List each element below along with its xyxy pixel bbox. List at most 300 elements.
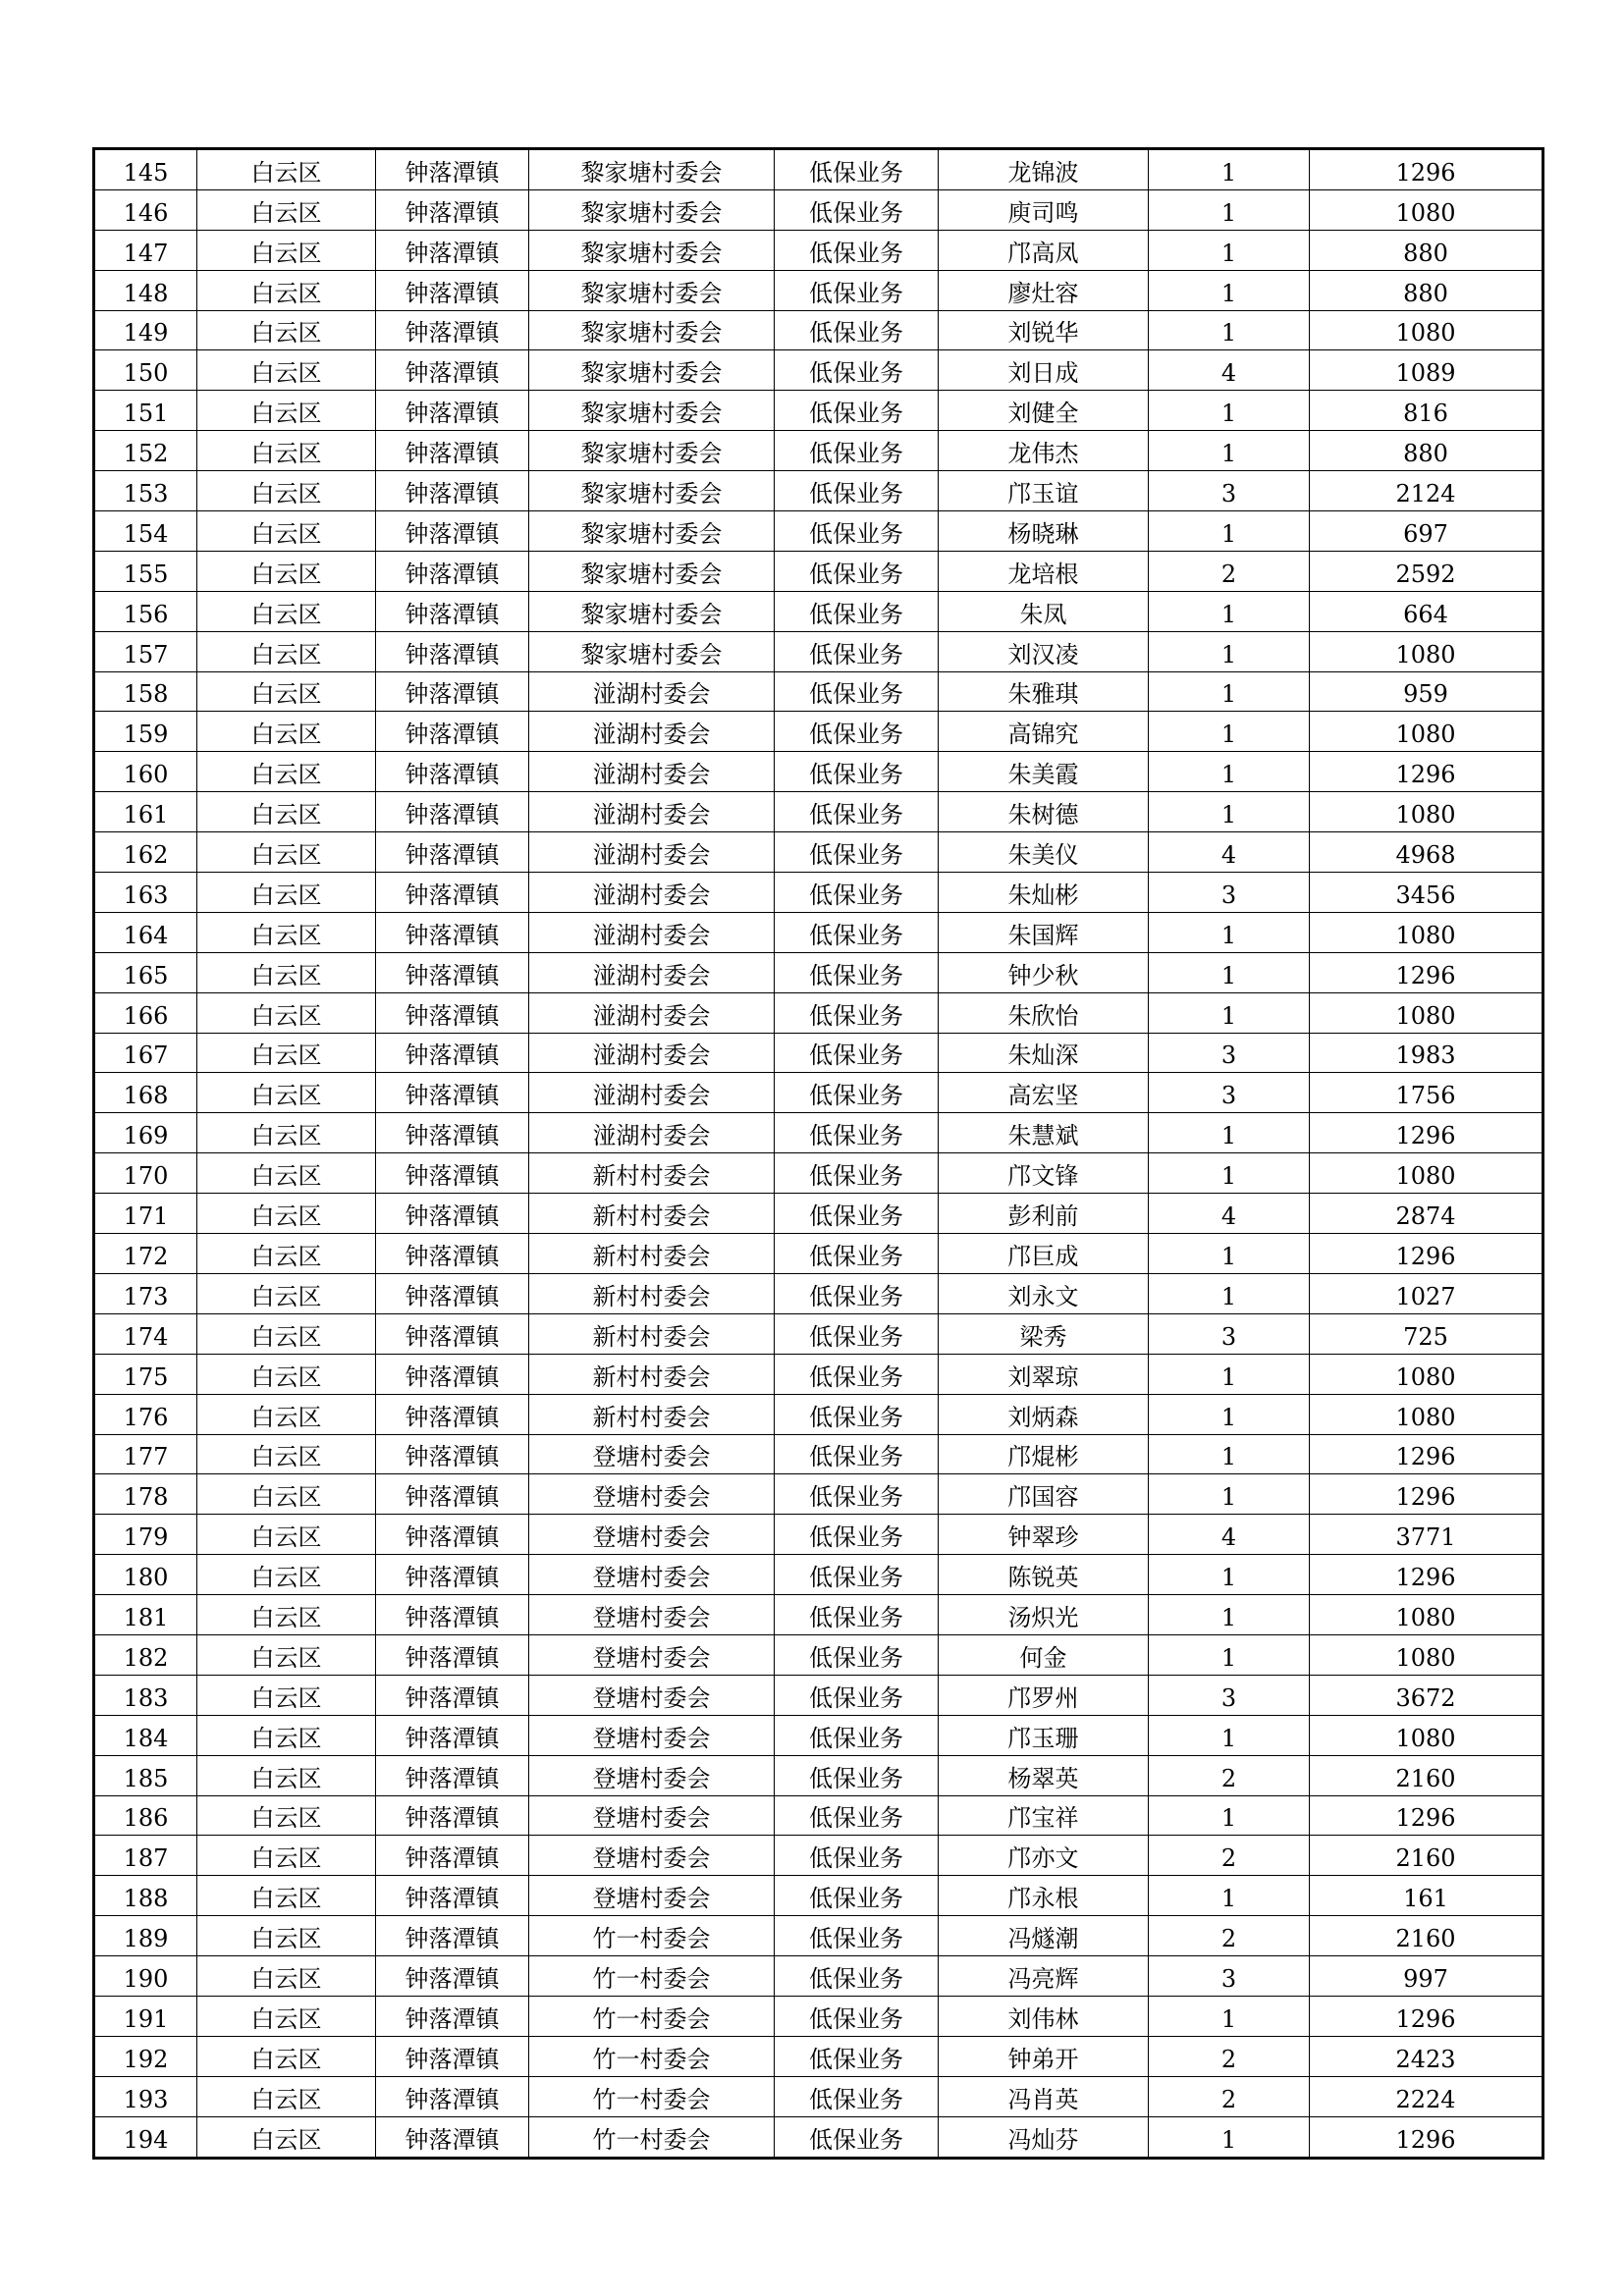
- table-row: [94, 1595, 1543, 1635]
- recipient-name-cell: 刘永文: [939, 1273, 1149, 1313]
- town-cell: 钟落潭镇: [376, 1194, 529, 1234]
- town-cell: 钟落潭镇: [376, 671, 529, 712]
- business-type-cell: 低保业务: [775, 1394, 939, 1434]
- recipient-name-cell: 朱欣怡: [939, 992, 1149, 1033]
- recipient-name-cell: 杨晓琳: [939, 511, 1149, 552]
- household-size-cell: 1: [1149, 1394, 1310, 1434]
- row-number-cell: 150: [94, 350, 197, 391]
- row-number-cell: 173: [94, 1273, 197, 1313]
- village-committee-cell: 湴湖村委会: [529, 752, 775, 792]
- town-cell: 钟落潭镇: [376, 551, 529, 591]
- business-type-cell: 低保业务: [775, 1194, 939, 1234]
- table-row: [94, 431, 1543, 471]
- recipient-name-cell: 邝高凤: [939, 230, 1149, 270]
- town-cell: 钟落潭镇: [376, 1876, 529, 1916]
- household-size-cell: 1: [1149, 230, 1310, 270]
- amount-cell: 1080: [1310, 792, 1543, 832]
- household-size-cell: 1: [1149, 1434, 1310, 1474]
- amount-cell: 1756: [1310, 1073, 1543, 1113]
- table-row: [94, 1876, 1543, 1916]
- town-cell: 钟落潭镇: [376, 1755, 529, 1795]
- town-cell: 钟落潭镇: [376, 1434, 529, 1474]
- recipient-name-cell: 刘日成: [939, 350, 1149, 391]
- district-cell: 白云区: [197, 792, 376, 832]
- household-size-cell: 1: [1149, 631, 1310, 671]
- village-committee-cell: 竹一村委会: [529, 1996, 775, 2036]
- recipient-name-cell: 彭利前: [939, 1194, 1149, 1234]
- table-row: [94, 1234, 1543, 1274]
- roster-table-body: [94, 149, 1543, 2159]
- village-committee-cell: 黎家塘村委会: [529, 431, 775, 471]
- amount-cell: 1296: [1310, 1434, 1543, 1474]
- household-size-cell: 1: [1149, 952, 1310, 992]
- town-cell: 钟落潭镇: [376, 1515, 529, 1555]
- recipient-name-cell: 龙锦波: [939, 149, 1149, 190]
- table-row: [94, 511, 1543, 552]
- recipient-name-cell: 朱美霞: [939, 752, 1149, 792]
- table-row: [94, 591, 1543, 631]
- district-cell: 白云区: [197, 350, 376, 391]
- amount-cell: 1296: [1310, 2116, 1543, 2158]
- amount-cell: 2160: [1310, 1836, 1543, 1876]
- amount-cell: 880: [1310, 230, 1543, 270]
- business-type-cell: 低保业务: [775, 591, 939, 631]
- business-type-cell: 低保业务: [775, 2116, 939, 2158]
- table-row: [94, 1916, 1543, 1956]
- row-number-cell: 167: [94, 1033, 197, 1073]
- village-committee-cell: 竹一村委会: [529, 2076, 775, 2116]
- recipient-name-cell: 刘汉凌: [939, 631, 1149, 671]
- table-row: [94, 1113, 1543, 1153]
- recipient-name-cell: 汤炽光: [939, 1595, 1149, 1635]
- amount-cell: 2874: [1310, 1194, 1543, 1234]
- business-type-cell: 低保业务: [775, 1033, 939, 1073]
- table-row: [94, 391, 1543, 431]
- district-cell: 白云区: [197, 1876, 376, 1916]
- village-committee-cell: 黎家塘村委会: [529, 551, 775, 591]
- household-size-cell: 1: [1149, 992, 1310, 1033]
- district-cell: 白云区: [197, 1595, 376, 1635]
- household-size-cell: 3: [1149, 1073, 1310, 1113]
- village-committee-cell: 湴湖村委会: [529, 792, 775, 832]
- town-cell: 钟落潭镇: [376, 2076, 529, 2116]
- village-committee-cell: 新村村委会: [529, 1153, 775, 1194]
- village-committee-cell: 登塘村委会: [529, 1675, 775, 1715]
- amount-cell: 816: [1310, 391, 1543, 431]
- business-type-cell: 低保业务: [775, 1273, 939, 1313]
- table-row: [94, 1394, 1543, 1434]
- village-committee-cell: 湴湖村委会: [529, 671, 775, 712]
- district-cell: 白云区: [197, 912, 376, 952]
- village-committee-cell: 登塘村委会: [529, 1715, 775, 1755]
- household-size-cell: 1: [1149, 511, 1310, 552]
- district-cell: 白云区: [197, 1916, 376, 1956]
- business-type-cell: 低保业务: [775, 1595, 939, 1635]
- business-type-cell: 低保业务: [775, 1474, 939, 1515]
- business-type-cell: 低保业务: [775, 1434, 939, 1474]
- amount-cell: 1027: [1310, 1273, 1543, 1313]
- district-cell: 白云区: [197, 591, 376, 631]
- table-row: [94, 1836, 1543, 1876]
- business-type-cell: 低保业务: [775, 511, 939, 552]
- household-size-cell: 3: [1149, 1675, 1310, 1715]
- row-number-cell: 166: [94, 992, 197, 1033]
- district-cell: 白云区: [197, 551, 376, 591]
- amount-cell: 2160: [1310, 1916, 1543, 1956]
- recipient-name-cell: 陈锐英: [939, 1555, 1149, 1595]
- amount-cell: 2423: [1310, 2036, 1543, 2076]
- amount-cell: 725: [1310, 1313, 1543, 1354]
- town-cell: 钟落潭镇: [376, 792, 529, 832]
- business-type-cell: 低保业务: [775, 1515, 939, 1555]
- amount-cell: 1080: [1310, 310, 1543, 350]
- row-number-cell: 172: [94, 1234, 197, 1274]
- household-size-cell: 2: [1149, 2076, 1310, 2116]
- row-number-cell: 148: [94, 270, 197, 310]
- town-cell: 钟落潭镇: [376, 1474, 529, 1515]
- district-cell: 白云区: [197, 952, 376, 992]
- row-number-cell: 175: [94, 1354, 197, 1394]
- recipient-name-cell: 邝玉谊: [939, 471, 1149, 511]
- row-number-cell: 158: [94, 671, 197, 712]
- business-type-cell: 低保业务: [775, 1956, 939, 1997]
- table-row: [94, 551, 1543, 591]
- recipient-name-cell: 邝巨成: [939, 1234, 1149, 1274]
- district-cell: 白云区: [197, 471, 376, 511]
- row-number-cell: 194: [94, 2116, 197, 2158]
- amount-cell: 880: [1310, 431, 1543, 471]
- amount-cell: 1296: [1310, 1113, 1543, 1153]
- recipient-name-cell: 梁秀: [939, 1313, 1149, 1354]
- business-type-cell: 低保业务: [775, 1836, 939, 1876]
- district-cell: 白云区: [197, 1113, 376, 1153]
- town-cell: 钟落潭镇: [376, 752, 529, 792]
- row-number-cell: 174: [94, 1313, 197, 1354]
- amount-cell: 1296: [1310, 1474, 1543, 1515]
- village-committee-cell: 登塘村委会: [529, 1634, 775, 1675]
- household-size-cell: 1: [1149, 149, 1310, 190]
- village-committee-cell: 黎家塘村委会: [529, 189, 775, 230]
- business-type-cell: 低保业务: [775, 189, 939, 230]
- village-committee-cell: 湴湖村委会: [529, 1033, 775, 1073]
- recipient-name-cell: 朱雅琪: [939, 671, 1149, 712]
- table-row: [94, 2116, 1543, 2158]
- town-cell: 钟落潭镇: [376, 1634, 529, 1675]
- amount-cell: 1296: [1310, 1555, 1543, 1595]
- table-row: [94, 1515, 1543, 1555]
- recipient-name-cell: 邝罗州: [939, 1675, 1149, 1715]
- business-type-cell: 低保业务: [775, 270, 939, 310]
- business-type-cell: 低保业务: [775, 873, 939, 913]
- town-cell: 钟落潭镇: [376, 1715, 529, 1755]
- table-row: [94, 752, 1543, 792]
- row-number-cell: 192: [94, 2036, 197, 2076]
- district-cell: 白云区: [197, 1354, 376, 1394]
- table-row: [94, 1996, 1543, 2036]
- row-number-cell: 187: [94, 1836, 197, 1876]
- town-cell: 钟落潭镇: [376, 350, 529, 391]
- recipient-name-cell: 钟少秋: [939, 952, 1149, 992]
- amount-cell: 2224: [1310, 2076, 1543, 2116]
- household-size-cell: 1: [1149, 1634, 1310, 1675]
- recipient-name-cell: 刘伟林: [939, 1996, 1149, 2036]
- table-row: [94, 1273, 1543, 1313]
- district-cell: 白云区: [197, 1555, 376, 1595]
- district-cell: 白云区: [197, 310, 376, 350]
- district-cell: 白云区: [197, 1234, 376, 1274]
- business-type-cell: 低保业务: [775, 1555, 939, 1595]
- village-committee-cell: 新村村委会: [529, 1313, 775, 1354]
- business-type-cell: 低保业务: [775, 1916, 939, 1956]
- household-size-cell: 1: [1149, 752, 1310, 792]
- town-cell: 钟落潭镇: [376, 1394, 529, 1434]
- village-committee-cell: 登塘村委会: [529, 1434, 775, 1474]
- village-committee-cell: 湴湖村委会: [529, 712, 775, 752]
- household-size-cell: 1: [1149, 1715, 1310, 1755]
- row-number-cell: 188: [94, 1876, 197, 1916]
- town-cell: 钟落潭镇: [376, 631, 529, 671]
- amount-cell: 1296: [1310, 952, 1543, 992]
- household-size-cell: 1: [1149, 1474, 1310, 1515]
- town-cell: 钟落潭镇: [376, 1033, 529, 1073]
- village-committee-cell: 登塘村委会: [529, 1595, 775, 1635]
- row-number-cell: 149: [94, 310, 197, 350]
- amount-cell: 1080: [1310, 1715, 1543, 1755]
- village-committee-cell: 湴湖村委会: [529, 952, 775, 992]
- table-row: [94, 471, 1543, 511]
- district-cell: 白云区: [197, 1515, 376, 1555]
- row-number-cell: 155: [94, 551, 197, 591]
- household-size-cell: 4: [1149, 832, 1310, 873]
- village-committee-cell: 新村村委会: [529, 1273, 775, 1313]
- town-cell: 钟落潭镇: [376, 1675, 529, 1715]
- town-cell: 钟落潭镇: [376, 1956, 529, 1997]
- row-number-cell: 163: [94, 873, 197, 913]
- district-cell: 白云区: [197, 752, 376, 792]
- household-size-cell: 1: [1149, 1234, 1310, 1274]
- table-row: [94, 1313, 1543, 1354]
- district-cell: 白云区: [197, 992, 376, 1033]
- table-row: [94, 1354, 1543, 1394]
- recipient-name-cell: 朱树德: [939, 792, 1149, 832]
- row-number-cell: 183: [94, 1675, 197, 1715]
- village-committee-cell: 黎家塘村委会: [529, 149, 775, 190]
- village-committee-cell: 登塘村委会: [529, 1515, 775, 1555]
- village-committee-cell: 黎家塘村委会: [529, 270, 775, 310]
- table-row: [94, 1715, 1543, 1755]
- amount-cell: 3771: [1310, 1515, 1543, 1555]
- town-cell: 钟落潭镇: [376, 1836, 529, 1876]
- business-type-cell: 低保业务: [775, 1996, 939, 2036]
- table-row: [94, 873, 1543, 913]
- table-row: [94, 832, 1543, 873]
- household-size-cell: 1: [1149, 1795, 1310, 1836]
- town-cell: 钟落潭镇: [376, 832, 529, 873]
- table-row: [94, 792, 1543, 832]
- district-cell: 白云区: [197, 1675, 376, 1715]
- table-row: [94, 712, 1543, 752]
- town-cell: 钟落潭镇: [376, 471, 529, 511]
- table-row: [94, 2036, 1543, 2076]
- table-row: [94, 310, 1543, 350]
- row-number-cell: 190: [94, 1956, 197, 1997]
- amount-cell: 2160: [1310, 1755, 1543, 1795]
- village-committee-cell: 竹一村委会: [529, 1916, 775, 1956]
- district-cell: 白云区: [197, 873, 376, 913]
- recipient-name-cell: 朱国辉: [939, 912, 1149, 952]
- town-cell: 钟落潭镇: [376, 1313, 529, 1354]
- business-type-cell: 低保业务: [775, 1234, 939, 1274]
- district-cell: 白云区: [197, 511, 376, 552]
- row-number-cell: 177: [94, 1434, 197, 1474]
- amount-cell: 1296: [1310, 1234, 1543, 1274]
- village-committee-cell: 湴湖村委会: [529, 1073, 775, 1113]
- town-cell: 钟落潭镇: [376, 310, 529, 350]
- household-size-cell: 1: [1149, 1113, 1310, 1153]
- row-number-cell: 181: [94, 1595, 197, 1635]
- row-number-cell: 176: [94, 1394, 197, 1434]
- amount-cell: 1080: [1310, 912, 1543, 952]
- district-cell: 白云区: [197, 2036, 376, 2076]
- business-type-cell: 低保业务: [775, 952, 939, 992]
- household-size-cell: 1: [1149, 712, 1310, 752]
- row-number-cell: 193: [94, 2076, 197, 2116]
- row-number-cell: 191: [94, 1996, 197, 2036]
- row-number-cell: 154: [94, 511, 197, 552]
- district-cell: 白云区: [197, 1313, 376, 1354]
- village-committee-cell: 黎家塘村委会: [529, 631, 775, 671]
- row-number-cell: 159: [94, 712, 197, 752]
- town-cell: 钟落潭镇: [376, 511, 529, 552]
- household-size-cell: 3: [1149, 1313, 1310, 1354]
- table-row: [94, 1153, 1543, 1194]
- amount-cell: 161: [1310, 1876, 1543, 1916]
- table-row: [94, 149, 1543, 190]
- row-number-cell: 180: [94, 1555, 197, 1595]
- village-committee-cell: 黎家塘村委会: [529, 471, 775, 511]
- business-type-cell: 低保业务: [775, 752, 939, 792]
- town-cell: 钟落潭镇: [376, 1996, 529, 2036]
- village-committee-cell: 湴湖村委会: [529, 912, 775, 952]
- household-size-cell: 2: [1149, 2036, 1310, 2076]
- district-cell: 白云区: [197, 1836, 376, 1876]
- table-row: [94, 270, 1543, 310]
- town-cell: 钟落潭镇: [376, 1555, 529, 1595]
- district-cell: 白云区: [197, 1153, 376, 1194]
- row-number-cell: 151: [94, 391, 197, 431]
- table-row: [94, 992, 1543, 1033]
- row-number-cell: 179: [94, 1515, 197, 1555]
- recipient-name-cell: 邝焜彬: [939, 1434, 1149, 1474]
- village-committee-cell: 湴湖村委会: [529, 992, 775, 1033]
- town-cell: 钟落潭镇: [376, 2036, 529, 2076]
- row-number-cell: 164: [94, 912, 197, 952]
- household-size-cell: 4: [1149, 1515, 1310, 1555]
- district-cell: 白云区: [197, 1996, 376, 2036]
- row-number-cell: 152: [94, 431, 197, 471]
- row-number-cell: 189: [94, 1916, 197, 1956]
- roster-table: [92, 147, 1544, 2160]
- town-cell: 钟落潭镇: [376, 591, 529, 631]
- village-committee-cell: 登塘村委会: [529, 1795, 775, 1836]
- household-size-cell: 2: [1149, 1836, 1310, 1876]
- household-size-cell: 1: [1149, 1273, 1310, 1313]
- town-cell: 钟落潭镇: [376, 391, 529, 431]
- household-size-cell: 1: [1149, 431, 1310, 471]
- household-size-cell: 2: [1149, 1916, 1310, 1956]
- amount-cell: 1080: [1310, 1394, 1543, 1434]
- town-cell: 钟落潭镇: [376, 149, 529, 190]
- household-size-cell: 3: [1149, 471, 1310, 511]
- town-cell: 钟落潭镇: [376, 230, 529, 270]
- business-type-cell: 低保业务: [775, 992, 939, 1033]
- household-size-cell: 1: [1149, 270, 1310, 310]
- household-size-cell: 1: [1149, 189, 1310, 230]
- recipient-name-cell: 杨翠英: [939, 1755, 1149, 1795]
- business-type-cell: 低保业务: [775, 832, 939, 873]
- amount-cell: 1296: [1310, 1795, 1543, 1836]
- row-number-cell: 169: [94, 1113, 197, 1153]
- table-row: [94, 1675, 1543, 1715]
- recipient-name-cell: 钟翠珍: [939, 1515, 1149, 1555]
- household-size-cell: 1: [1149, 1354, 1310, 1394]
- household-size-cell: 1: [1149, 1595, 1310, 1635]
- district-cell: 白云区: [197, 391, 376, 431]
- district-cell: 白云区: [197, 2076, 376, 2116]
- village-committee-cell: 新村村委会: [529, 1354, 775, 1394]
- village-committee-cell: 竹一村委会: [529, 2116, 775, 2158]
- table-row: [94, 952, 1543, 992]
- household-size-cell: 3: [1149, 1033, 1310, 1073]
- amount-cell: 697: [1310, 511, 1543, 552]
- table-row: [94, 1073, 1543, 1113]
- town-cell: 钟落潭镇: [376, 1234, 529, 1274]
- household-size-cell: 1: [1149, 2116, 1310, 2158]
- table-row: [94, 631, 1543, 671]
- business-type-cell: 低保业务: [775, 1795, 939, 1836]
- village-committee-cell: 登塘村委会: [529, 1876, 775, 1916]
- village-committee-cell: 登塘村委会: [529, 1474, 775, 1515]
- table-row: [94, 1755, 1543, 1795]
- recipient-name-cell: 邝亦文: [939, 1836, 1149, 1876]
- district-cell: 白云区: [197, 1073, 376, 1113]
- amount-cell: 1080: [1310, 189, 1543, 230]
- amount-cell: 997: [1310, 1956, 1543, 1997]
- village-committee-cell: 黎家塘村委会: [529, 310, 775, 350]
- recipient-name-cell: 邝文锋: [939, 1153, 1149, 1194]
- row-number-cell: 161: [94, 792, 197, 832]
- business-type-cell: 低保业务: [775, 551, 939, 591]
- row-number-cell: 170: [94, 1153, 197, 1194]
- table-row: [94, 1956, 1543, 1997]
- village-committee-cell: 黎家塘村委会: [529, 591, 775, 631]
- district-cell: 白云区: [197, 189, 376, 230]
- recipient-name-cell: 朱凤: [939, 591, 1149, 631]
- village-committee-cell: 湴湖村委会: [529, 832, 775, 873]
- village-committee-cell: 登塘村委会: [529, 1555, 775, 1595]
- district-cell: 白云区: [197, 2116, 376, 2158]
- amount-cell: 1296: [1310, 149, 1543, 190]
- row-number-cell: 156: [94, 591, 197, 631]
- recipient-name-cell: 邝宝祥: [939, 1795, 1149, 1836]
- business-type-cell: 低保业务: [775, 712, 939, 752]
- amount-cell: 2592: [1310, 551, 1543, 591]
- village-committee-cell: 黎家塘村委会: [529, 391, 775, 431]
- business-type-cell: 低保业务: [775, 1755, 939, 1795]
- household-size-cell: 1: [1149, 591, 1310, 631]
- town-cell: 钟落潭镇: [376, 1273, 529, 1313]
- recipient-name-cell: 冯灿芬: [939, 2116, 1149, 2158]
